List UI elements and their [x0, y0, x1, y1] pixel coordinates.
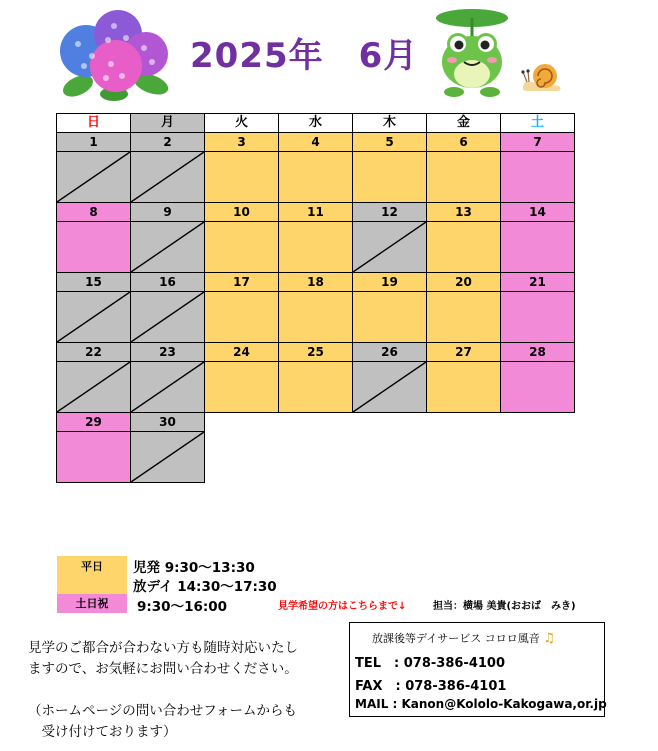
calendar-day: [352, 202, 427, 273]
day-number: 27: [427, 343, 500, 361]
day-number: 14: [501, 203, 574, 221]
calendar-day: [426, 272, 501, 343]
day-body: [57, 291, 130, 342]
weekday-hours-1: 児発 9:30～13:30: [133, 560, 255, 576]
day-body: [353, 151, 426, 202]
holiday-legend-box: [57, 594, 127, 613]
day-body: [279, 291, 352, 342]
snail-illustration: [519, 56, 565, 94]
day-body: [427, 291, 500, 342]
frog-illustration: [432, 6, 512, 98]
calendar-day: [500, 202, 575, 273]
calendar-day: [204, 342, 279, 413]
page-title: 2025年 6月: [190, 36, 419, 76]
calendar-day: [426, 202, 501, 273]
day-body: [57, 361, 130, 412]
day-body: [501, 151, 574, 202]
weekday-legend-box: [57, 556, 127, 594]
day-number: 18: [279, 273, 352, 291]
day-number: 29: [57, 413, 130, 431]
calendar-day: [130, 132, 205, 203]
day-body: [427, 361, 500, 412]
calendar-day: [130, 272, 205, 343]
day-body: [131, 431, 204, 482]
calendar-day: [352, 342, 427, 413]
closed-slash-mark: [131, 362, 204, 412]
calendar-day: [278, 342, 353, 413]
calendar-day: [130, 342, 205, 413]
day-body: [353, 221, 426, 272]
holiday-hours: 9:30～16:00: [137, 599, 228, 615]
calendar-day: [56, 412, 131, 483]
weekday-legend-label: 平日: [81, 560, 103, 573]
calendar-day: [426, 342, 501, 413]
calendar-day: [352, 132, 427, 203]
calendar-day: [204, 272, 279, 343]
day-body: [501, 361, 574, 412]
music-note-icon: ♫: [543, 631, 555, 646]
holiday-legend-label: 土日祝: [75, 597, 109, 610]
day-number: 8: [57, 203, 130, 221]
calendar-day: [278, 132, 353, 203]
day-number: 30: [131, 413, 204, 431]
closed-slash-mark: [57, 292, 130, 342]
weekday-header-3: 水: [278, 113, 353, 133]
closed-slash-mark: [353, 362, 426, 412]
day-number: 19: [353, 273, 426, 291]
day-number: 28: [501, 343, 574, 361]
day-body: [131, 221, 204, 272]
day-number: 17: [205, 273, 278, 291]
weekday-header-4: 木: [352, 113, 427, 133]
day-number: 23: [131, 343, 204, 361]
calendar-day: [500, 342, 575, 413]
weekday-header-0: 日: [56, 113, 131, 133]
day-body: [205, 291, 278, 342]
day-number: 2: [131, 133, 204, 151]
calendar-day: [500, 272, 575, 343]
day-body: [427, 221, 500, 272]
calendar-day: [130, 412, 205, 483]
day-body: [57, 221, 130, 272]
day-number: 4: [279, 133, 352, 151]
closed-slash-mark: [131, 152, 204, 202]
calendar-day: [278, 202, 353, 273]
closed-slash-mark: [131, 222, 204, 272]
day-body: [427, 151, 500, 202]
day-number: 9: [131, 203, 204, 221]
closed-slash-mark: [353, 222, 426, 272]
facility-name-text: 放課後等デイサービス コロロ風音: [372, 632, 540, 645]
calendar-day: [278, 272, 353, 343]
day-body: [205, 361, 278, 412]
day-body: [279, 221, 352, 272]
mail-line[interactable]: MAIL : Kanon@Kololo-Kakogawa,or.jp: [355, 697, 607, 711]
day-body: [279, 151, 352, 202]
calendar-day: [204, 132, 279, 203]
day-body: [131, 361, 204, 412]
closed-slash-mark: [131, 432, 204, 482]
day-number: 11: [279, 203, 352, 221]
closed-slash-mark: [131, 292, 204, 342]
day-body: [501, 291, 574, 342]
closed-slash-mark: [57, 362, 130, 412]
calendar-day: [56, 202, 131, 273]
day-number: 22: [57, 343, 130, 361]
contact-box: [349, 622, 605, 717]
day-number: 3: [205, 133, 278, 151]
calendar-day: [56, 342, 131, 413]
calendar-day: [56, 132, 131, 203]
day-body: [353, 291, 426, 342]
day-body: [353, 361, 426, 412]
day-body: [205, 151, 278, 202]
day-number: 26: [353, 343, 426, 361]
staff-contact-person: 担当：横場 美貴(おおば みき): [433, 601, 576, 612]
weekday-header-1: 月: [130, 113, 205, 133]
day-number: 16: [131, 273, 204, 291]
day-body: [57, 431, 130, 482]
calendar-day: [500, 132, 575, 203]
day-body: [57, 151, 130, 202]
visit-request-note: 見学希望の方はこちらまで↓: [278, 601, 407, 612]
weekday-header-6: 土: [500, 113, 575, 133]
day-number: 21: [501, 273, 574, 291]
day-number: 1: [57, 133, 130, 151]
day-number: 10: [205, 203, 278, 221]
day-number: 13: [427, 203, 500, 221]
weekday-header-5: 金: [426, 113, 501, 133]
day-number: 24: [205, 343, 278, 361]
weekday-header-2: 火: [204, 113, 279, 133]
day-number: 20: [427, 273, 500, 291]
tel-line: TEL : 078-386-4100: [355, 656, 506, 671]
hydrangea-illustration: [56, 6, 176, 106]
day-number: 15: [57, 273, 130, 291]
day-body: [279, 361, 352, 412]
day-number: 25: [279, 343, 352, 361]
facility-name: [372, 630, 555, 646]
calendar-day: [130, 202, 205, 273]
inquiry-note: 見学のご都合が合わない方も随時対応いたし ますので、お気軽にお問い合わせください。 （ホームページの問い合わせフォームからも 受け付けております）: [28, 640, 298, 740]
day-body: [131, 291, 204, 342]
calendar-day: [204, 202, 279, 273]
day-number: 7: [501, 133, 574, 151]
calendar-day: [56, 272, 131, 343]
calendar-day: [426, 132, 501, 203]
closed-slash-mark: [57, 152, 130, 202]
day-number: 5: [353, 133, 426, 151]
day-body: [131, 151, 204, 202]
fax-line: FAX : 078-386-4101: [355, 679, 507, 694]
weekday-hours-2: 放デイ 14:30～17:30: [133, 579, 277, 595]
day-body: [501, 221, 574, 272]
day-number: 12: [353, 203, 426, 221]
day-body: [205, 221, 278, 272]
calendar-day: [352, 272, 427, 343]
day-number: 6: [427, 133, 500, 151]
